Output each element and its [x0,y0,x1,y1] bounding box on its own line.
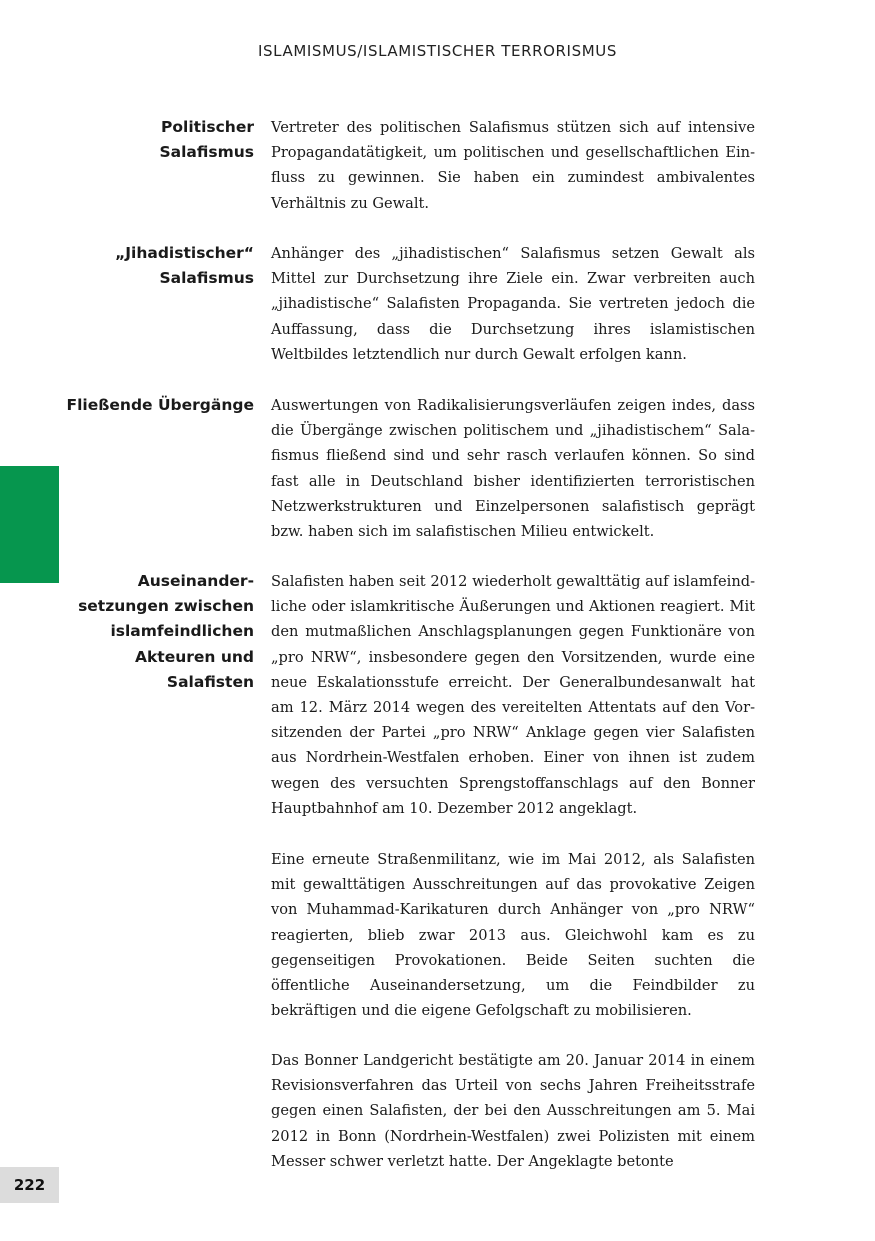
running-header: ISLAMISMUS/ISLAMISTISCHER TERRORISMUS [258,42,617,60]
section-label [60,569,254,695]
label-line: setzungen zwischen [78,597,254,616]
label-line: Akteuren und [134,647,254,666]
label-line: „Jihadistischer“ [115,244,254,262]
body-paragraph: Auswertungen von Radikalisierungsverläufen zeigen indes, dass die Übergänge zwischen politischem und „jihadistischem“ Salafismus fließend sind und sehr rasch verlaufen können. So sind fast alle in Deutschland bisher identifizierten terroristischen Netzwerkstrukturen und Einzelpersonen salafistisch geprägt bzw. haben sich im salafistischen Milieu entwickelt. [271,397,755,541]
section-label [60,393,254,418]
label-line: Fließende Übergänge [66,396,254,414]
body-paragraph: Salafisten haben seit 2012 wiederholt gewalttätig auf islamfeindliche oder islamkritische Äußerungen und Aktionen reagiert. Mit den mutmaßlichen Anschlagsplanungen gegen Funktionäre von „pro NRW“, insbesondere gegen den Vorsitzenden, wurde eine neue Eskalationsstufe erreicht. Der Generalbundesanwalt hat am 12. März 2014 wegen des vereitelten Attentats auf den Vorsitzenden der Partei „pro NRW“ Anklage gegen vier Salafisten aus Nordrhein-Westfalen erhoben. Einer von ihnen ist zudem wegen des versuchten Sprengstoffanschlags auf den Bonner Hauptbahnhof am 10. Dezember 2012 angeklagt. [271,573,755,817]
label-line: Salafisten [166,672,254,691]
section-label [60,241,254,291]
label-line: Salafismus [159,269,254,288]
body-paragraph: Vertreter des politischen Salafismus stützen sich auf intensive Propagandatätigkeit, um politischen und gesellschaftlichen Einfluss zu gewinnen. Sie haben ein zumindest ambivalentes Verhältnis zu Gewalt. [271,119,755,212]
chapter-color-tab [0,466,59,583]
body-paragraph: Das Bonner Landgericht bestätigte am 20. Januar 2014 in einem Revisionsverfahren das Urteil von sechs Jahren Freiheitsstrafe gegen einen Salafisten, der bei den Ausschreitungen am 5. Mai 2012 in Bonn (Nordrhein-Westfalen) zwei Polizisten mit einem Messer schwer verletzt hatte. Der Angeklagte betonte [271,1052,755,1170]
page-number: 222 [0,1167,59,1203]
body-paragraph: Eine erneute Straßenmilitanz, wie im Mai 2012, als Salafisten mit gewalttätigen Ausschreitungen auf das provokative Zeigen von Muhammad-Karikaturen durch Anhänger von „pro NRW“ reagierten, blieb zwar 2013 aus. Gleichwohl kam es zu gegenseitigen Provokationen. Beide Seiten suchten die öffentliche Auseinandersetzung, um die Feindbilder zu bekräftigen und die eigene Gefolgschaft zu mobilisieren. [271,851,755,1020]
label-line: Politischer [161,118,254,136]
label-line: islamfeindlichen [110,622,254,641]
section-label [60,115,254,165]
label-line: Salafismus [159,143,254,162]
label-line: Auseinander- [137,572,254,590]
body-paragraph: Anhänger des „jihadistischen“ Salafismus setzen Gewalt als Mittel zur Durchsetzung ihre Ziele ein. Zwar verbreiten auch „jihadistische“ Salafisten Propaganda. Sie vertreten jedoch die Auffassung, dass die Durchsetzung ihres islamistischen Weltbildes letztendlich nur durch Gewalt erfolgen kann. [271,245,755,363]
